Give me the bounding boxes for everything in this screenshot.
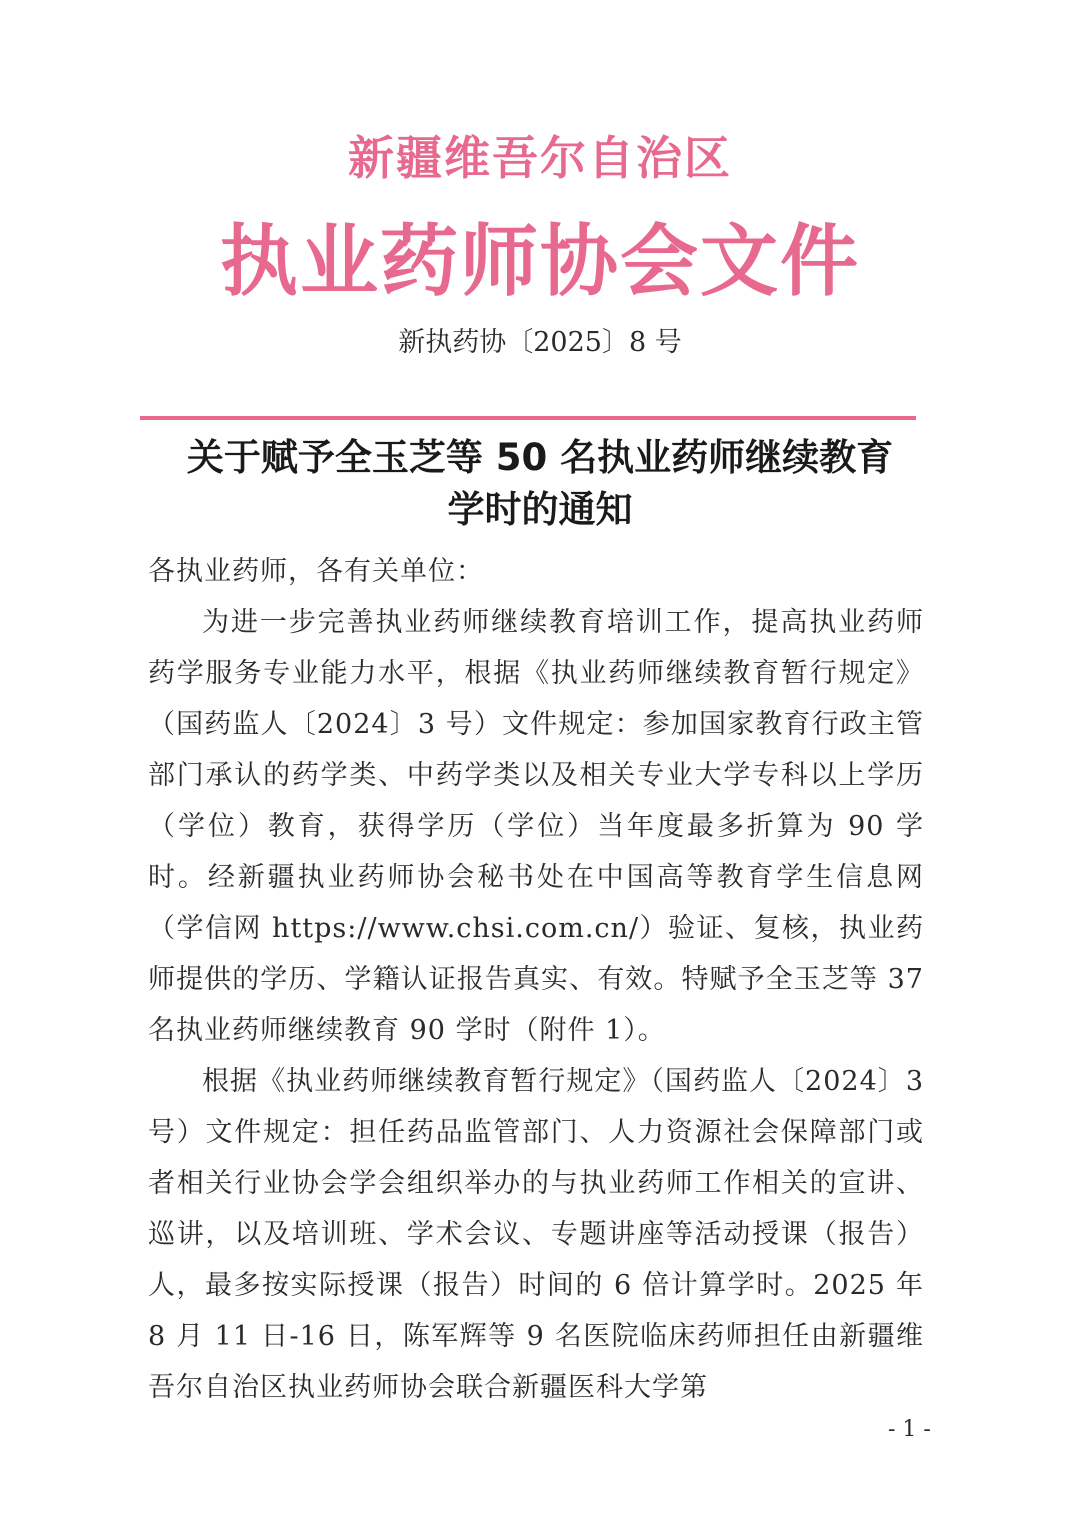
issuer-document-heading: 执业药师协会文件 [219, 216, 860, 307]
header-divider [140, 416, 916, 420]
document-number: 新执药协〔2025〕8 号 [398, 327, 682, 358]
document-title-line1: 关于赋予全玉芝等 50 名执业药师继续教育 [186, 436, 894, 479]
body-paragraph-2: 根据《执业药师继续教育暂行规定》（国药监人〔2024〕3 号）文件规定：担任药品监管部门、人力资源社会保障部门或者相关行业协会学会组织举办的与执业药师工作相关的宣讲、巡讲，以及培训班、学术会议、专题讲座等活动授课（报告）人，最多按实际授课（报告）时间的 6 倍计算学时。2025 年 8 月 11 日-16 日，陈军辉等 9 名医院临床药师担任由新疆维吾尔自治区执业药师协会联合新疆医科大学第 [148, 1066, 924, 1403]
document-title-line2: 学时的通知 [447, 488, 633, 531]
page-number: - 1 - [888, 1417, 931, 1442]
body-paragraph-1: 为进一步完善执业药师继续教育培训工作，提高执业药师药学服务专业能力水平，根据《执业药师继续教育暂行规定》（国药监人〔2024〕3 号）文件规定：参加国家教育行政主管部门承认的药学类、中药学类以及相关专业大学专科以上学历（学位）教育，获得学历（学位）当年度最多折算为 90 学时。经新疆执业药师协会秘书处在中国高等教育学生信息网（学信网 https://www.chsi.com.cn/）验证、复核，执业药师提供的学历、学籍认证报告真实、有效。特赋予全玉芝等 37 名执业药师继续教育 90 学时（附件 1）。 [148, 607, 924, 1046]
salutation: 各执业药师，各有关单位： [148, 556, 484, 587]
document-body [148, 546, 924, 1413]
document-title [120, 432, 960, 536]
issuer-name: 新疆维吾尔自治区 [348, 131, 732, 185]
